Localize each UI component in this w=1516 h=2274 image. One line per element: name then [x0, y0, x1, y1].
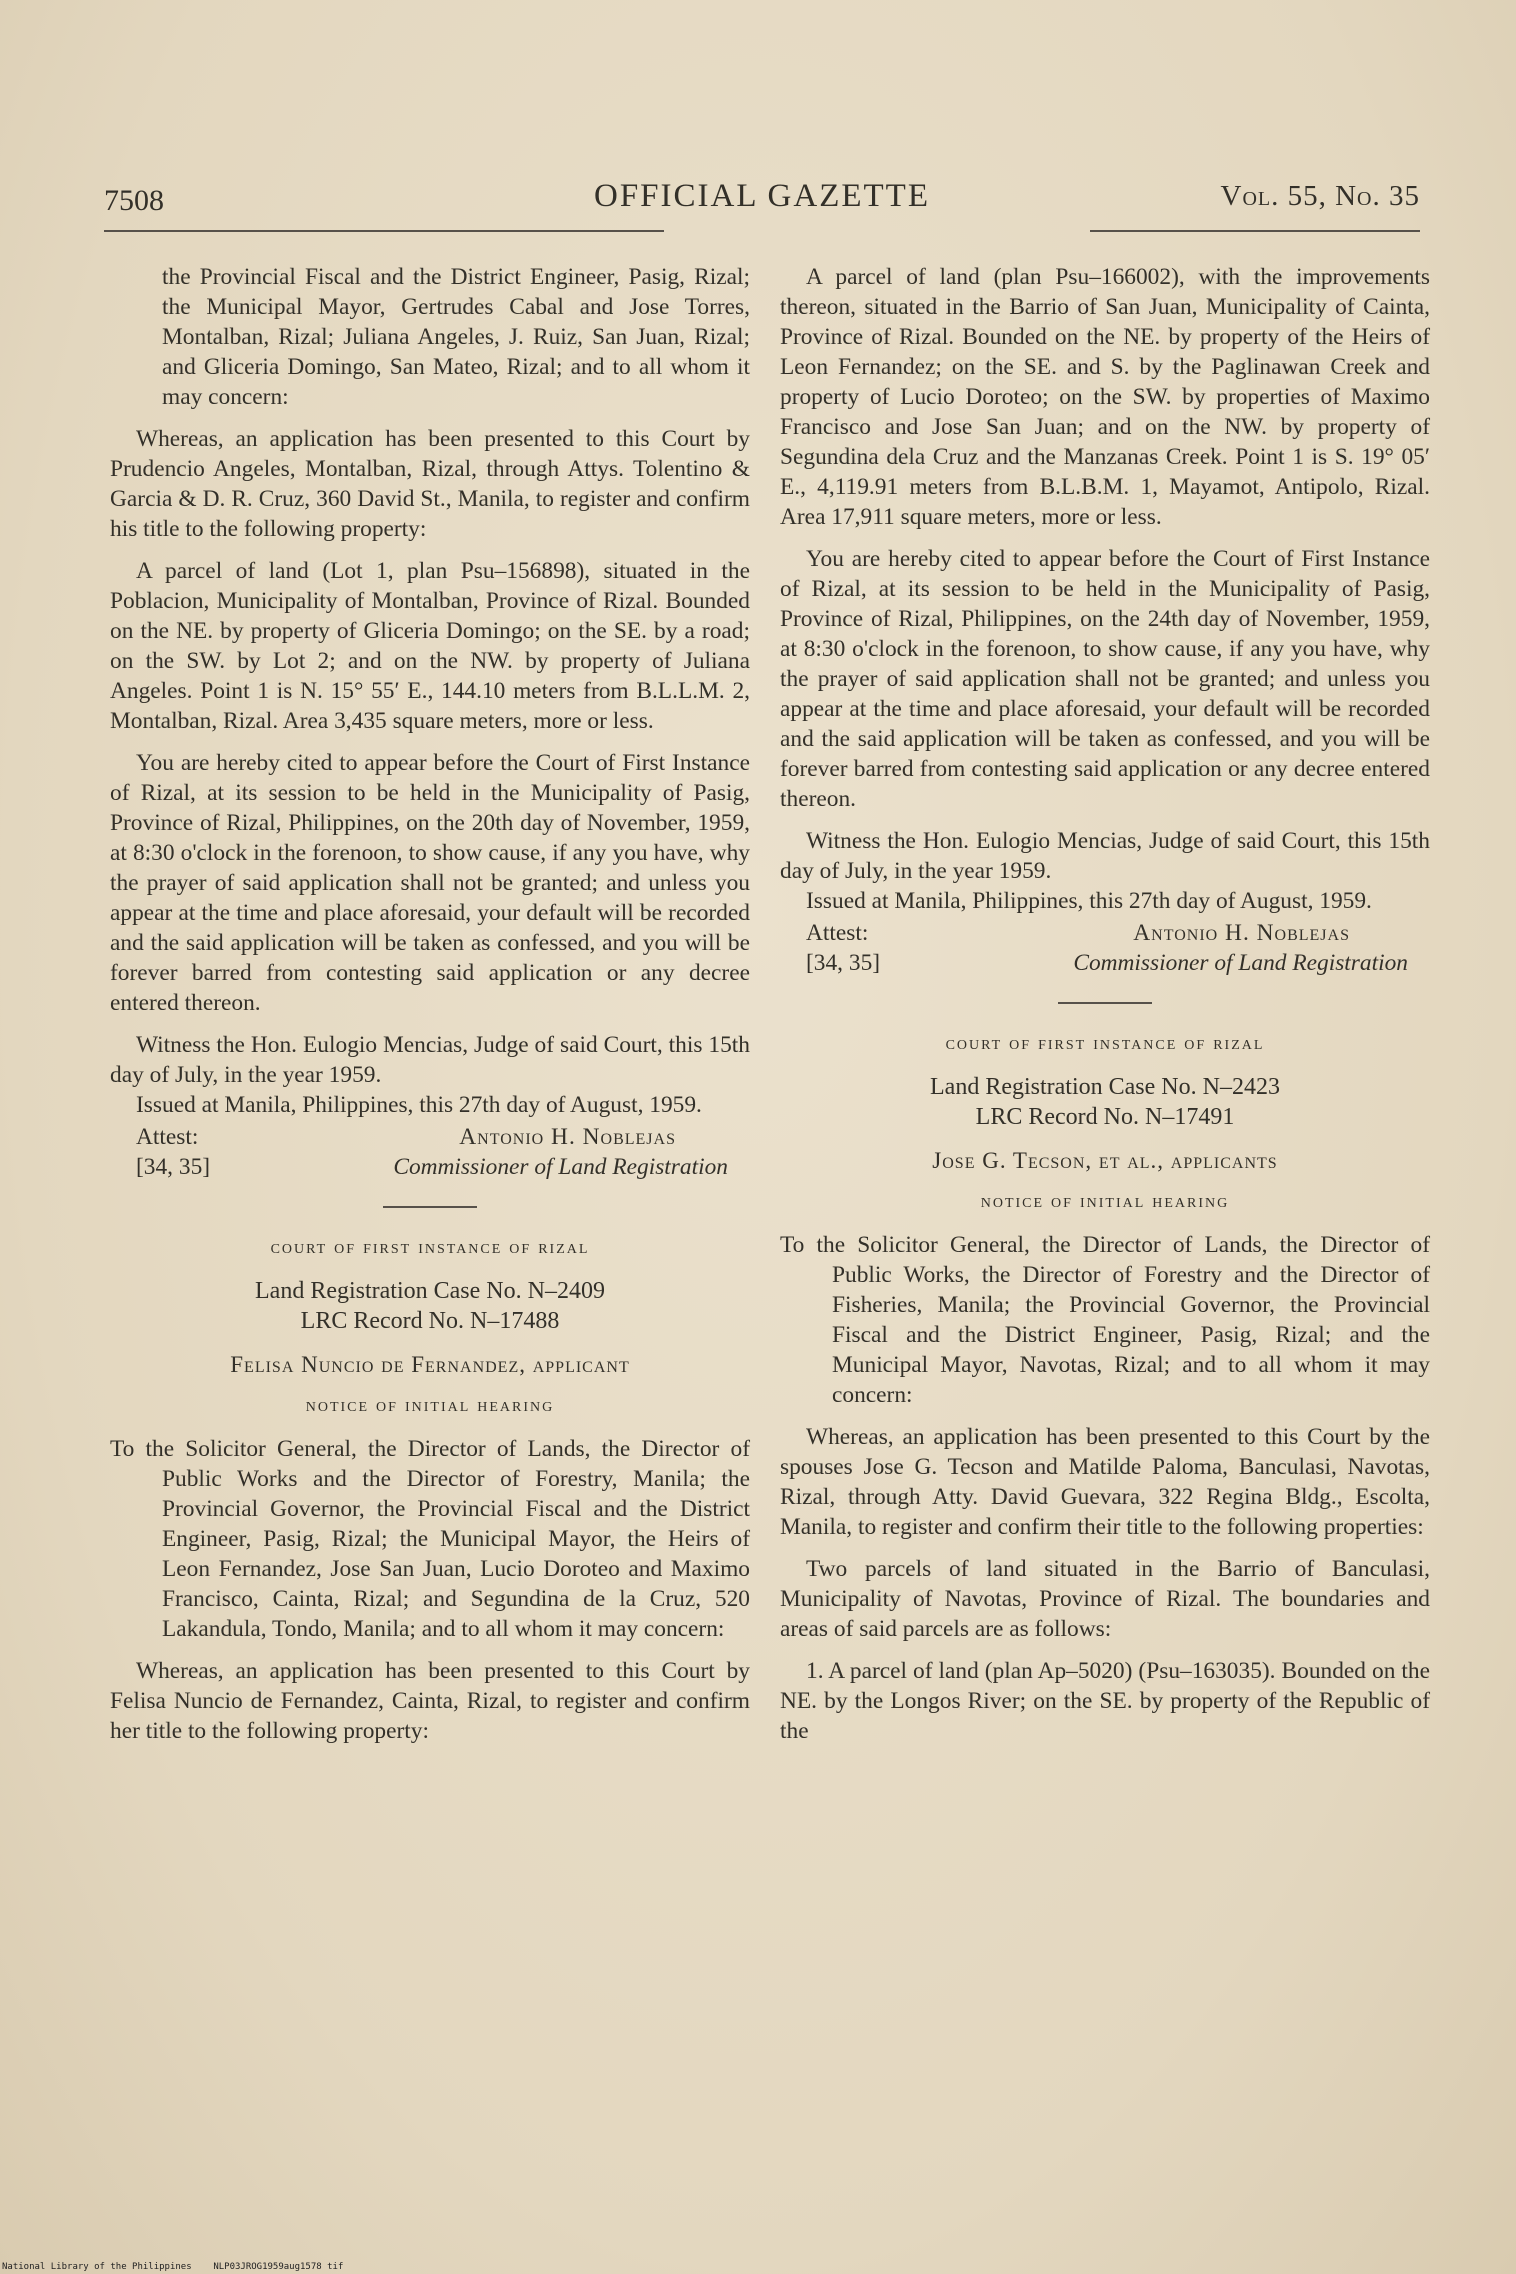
- section-divider: [1058, 1002, 1152, 1004]
- right-column: [780, 262, 1430, 1758]
- section-divider: [383, 1206, 477, 1208]
- attest-title: Commissioner of Land Registration: [393, 1154, 728, 1180]
- attest-title-line: [110, 1152, 750, 1182]
- case-number: [780, 1072, 1430, 1132]
- parcel-description: A parcel of land (plan Psu–166002), with the improvements thereon, situated in the Barrio of San Juan, Municipality of Cainta, Province of Rizal. Bounded on the NE. by property of the Heirs of Leon Fernandez; on the SE. and S. by the Paglinawan Creek and property of Lucio Doroteo; on the SW. by properties of Maximo Francisco and Jose San Juan; and on the NW. by property of Segundina dela Cruz and the Manzanas Creek. Point 1 is S. 19° 05′ E., 4,119.91 meters from B.L.B.M. 1, Mayamot, Antipolo, Rizal. Area 17,911 square meters, more or less.: [780, 264, 1430, 530]
- attest-line: [780, 918, 1430, 948]
- issued-paragraph: Issued at Manila, Philippines, this 27th day of August, 1959.: [806, 888, 1372, 914]
- whereas-paragraph-2: Whereas, an application has been presented to this Court by the spouses Jose G. Tecson and Matilde Paloma, Banculasi, Navotas, Rizal, through Atty. David Guevara, 322 Regina Bldg., Escolta, Manila, to register and confirm their title to the following properties:: [780, 1424, 1430, 1540]
- witness-paragraph: Witness the Hon. Eulogio Mencias, Judge of said Court, this 15th day of July, in the year 1959.: [110, 1032, 750, 1088]
- addressees-paragraph: To the Solicitor General, the Director of Lands, the Director of Public Works, the Director of Forestry and the Director of Fisheries, Manila; the Provincial Governor, the Provincial Fiscal and the District Engineer, Pasig, Rizal; and the Municipal Mayor, Navotas, Rizal; and to all whom it may concern:: [780, 1232, 1430, 1408]
- parcels-intro: Two parcels of land situated in the Barrio of Banculasi, Municipality of Navotas, Province of Rizal. The boundaries and areas of said parcels are as follows:: [780, 1556, 1430, 1642]
- page-number: 7508: [104, 184, 164, 217]
- court-heading: court of first instance of rizal: [945, 1032, 1265, 1054]
- page-header: [104, 172, 1420, 224]
- applicant-line: Felisa Nuncio de Fernandez, applicant: [230, 1352, 630, 1377]
- volume-number: Vol. 55, No. 35: [1220, 180, 1420, 212]
- notice-heading: notice of initial hearing: [305, 1394, 555, 1416]
- header-rule-right: [1090, 230, 1420, 232]
- case-line-2: LRC Record No. N–17491: [975, 1104, 1235, 1130]
- case-line-1: Land Registration Case No. N–2409: [255, 1278, 605, 1304]
- header-rule-left: [104, 230, 664, 232]
- attest-label: Attest:: [806, 920, 869, 946]
- case-line-1: Land Registration Case No. N–2423: [930, 1074, 1280, 1100]
- citation-paragraph: You are hereby cited to appear before the Court of First Instance of Rizal, at its session to be held in the Municipality of Pasig, Province of Rizal, Philippines, on the 24th day of November, 1959, at 8:30 o'clock in the forenoon, to show cause, if any you have, why the prayer of said application shall not be granted; and unless you appear at the time and place aforesaid, your default will be recorded and the said application will be taken as confessed, and you will be forever barred from contesting said application or any decree entered thereon.: [780, 546, 1430, 812]
- issue-ref: [34, 35]: [806, 950, 881, 976]
- attest-line: [110, 1122, 750, 1152]
- attest-name: Antonio H. Noblejas: [459, 1124, 676, 1150]
- notice-heading: notice of initial hearing: [980, 1190, 1230, 1212]
- addressees-paragraph: To the Solicitor General, the Director of Lands, the Director of Public Works and the Director of Forestry, Manila; the Provincial Governor, the Provincial Fiscal and the District Engineer, Pasig, Rizal; the Municipal Mayor, the Heirs of Leon Fernandez, Jose San Juan, Lucio Doroteo and Maximo Francisco, Cainta, Rizal; and Segundina de la Cruz, 520 Lakandula, Tondo, Manila; and to all whom it may concern:: [110, 1436, 750, 1642]
- witness-paragraph: Witness the Hon. Eulogio Mencias, Judge of said Court, this 15th day of July, in the year 1959.: [780, 828, 1430, 884]
- attest-label: Attest:: [136, 1124, 199, 1150]
- parcel-item-1: 1. A parcel of land (plan Ap–5020) (Psu–163035). Bounded on the NE. by the Longos River; on the SE. by property of the Republic of the: [780, 1658, 1430, 1744]
- issue-ref: [34, 35]: [136, 1154, 211, 1180]
- left-column: [110, 262, 750, 1758]
- scan-footer: National Library of the Philippines NLP03JROG1959aug1578 tif: [2, 2262, 344, 2272]
- publication-title: OFFICIAL GAZETTE: [594, 178, 930, 214]
- case-line-2: LRC Record No. N–17488: [300, 1308, 560, 1334]
- case-number: [110, 1276, 750, 1336]
- attest-name: Antonio H. Noblejas: [1133, 920, 1350, 946]
- addressees-continued: the Provincial Fiscal and the District Engineer, Pasig, Rizal; the Municipal Mayor, Gertrudes Cabal and Jose Torres, Montalban, Rizal; Juliana Angeles, J. Ruiz, San Juan, Rizal; and Gliceria Domingo, San Mateo, Rizal; and to all whom it may concern:: [162, 264, 750, 410]
- attest-title-line: [780, 948, 1430, 978]
- citation-paragraph: You are hereby cited to appear before the Court of First Instance of Rizal, at its session to be held in the Municipality of Pasig, Province of Rizal, Philippines, on the 20th day of November, 1959, at 8:30 o'clock in the forenoon, to show cause, if any you have, why the prayer of said application shall not be granted; and unless you appear at the time and place aforesaid, your default will be recorded and the said application will be taken as confessed, and you will be forever barred from contesting said application or any decree entered thereon.: [110, 750, 750, 1016]
- applicant-line: Jose G. Tecson, et al., applicants: [932, 1148, 1278, 1173]
- whereas-paragraph: Whereas, an application has been presented to this Court by Prudencio Angeles, Montalban, Rizal, through Attys. Tolentino & Garcia & D. R. Cruz, 360 David St., Manila, to register and confirm his title to the following property:: [110, 426, 750, 542]
- issued-paragraph: Issued at Manila, Philippines, this 27th day of August, 1959.: [136, 1092, 702, 1118]
- whereas-paragraph-2: Whereas, an application has been presented to this Court by Felisa Nuncio de Fernandez, Cainta, Rizal, to register and confirm her title to the following property:: [110, 1658, 750, 1744]
- attest-title: Commissioner of Land Registration: [1073, 950, 1408, 976]
- parcel-description: A parcel of land (Lot 1, plan Psu–156898), situated in the Poblacion, Municipality of Montalban, Province of Rizal. Bounded on the NE. by property of Gliceria Domingo; on the SE. by a road; on the SW. by Lot 2; and on the NW. by property of Juliana Angeles. Point 1 is N. 15° 55′ E., 144.10 meters from B.L.L.M. 2, Montalban, Rizal. Area 3,435 square meters, more or less.: [110, 558, 750, 734]
- court-heading: court of first instance of rizal: [270, 1236, 590, 1258]
